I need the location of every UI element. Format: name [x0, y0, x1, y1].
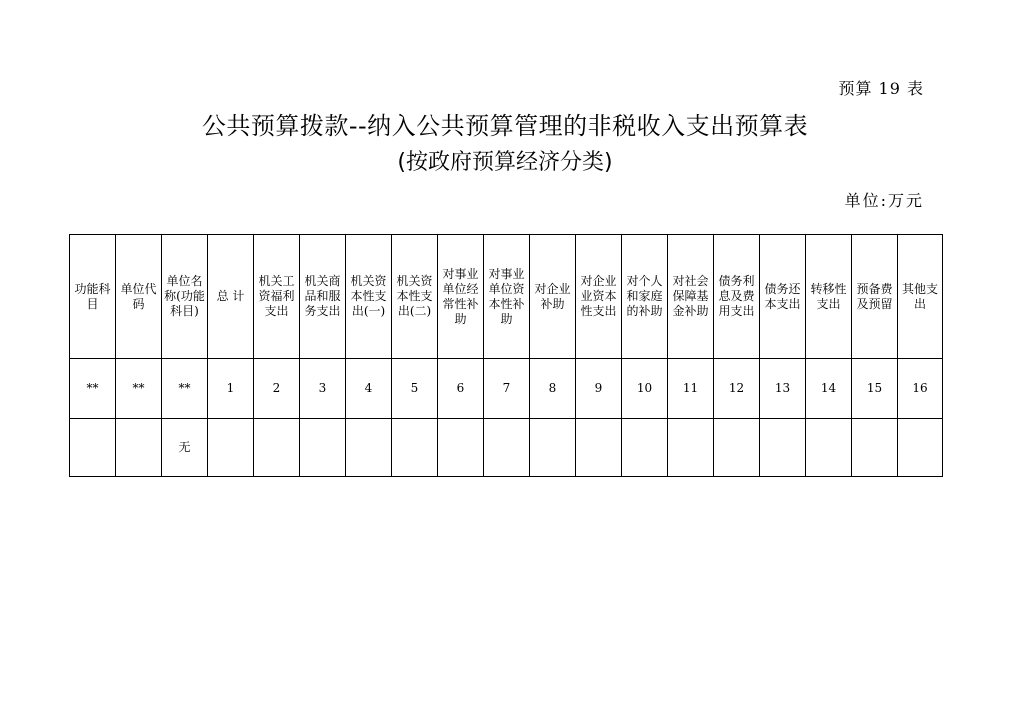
code-cell: 12: [714, 359, 760, 419]
table-row: [70, 419, 943, 477]
data-cell: [622, 419, 668, 477]
column-code-row: [70, 359, 943, 419]
header-cell: 机关资本性支出(一): [346, 235, 392, 359]
header-cell: 对个人和家庭的补助: [622, 235, 668, 359]
data-cell: [806, 419, 852, 477]
header-cell: 总 计: [208, 235, 254, 359]
code-cell: 13: [760, 359, 806, 419]
data-cell: [300, 419, 346, 477]
header-cell: 功能科目: [70, 235, 116, 359]
data-cell: [576, 419, 622, 477]
code-cell: 16: [898, 359, 943, 419]
data-cell: [438, 419, 484, 477]
code-cell: 4: [346, 359, 392, 419]
code-cell: 7: [484, 359, 530, 419]
data-cell: [392, 419, 438, 477]
code-cell: **: [162, 359, 208, 419]
header-cell: 单位代码: [116, 235, 162, 359]
code-cell: 6: [438, 359, 484, 419]
code-cell: 2: [254, 359, 300, 419]
table-number: 预算 19 表: [838, 79, 924, 98]
code-cell: 15: [852, 359, 898, 419]
data-cell: [254, 419, 300, 477]
code-cell: **: [70, 359, 116, 419]
code-cell: 8: [530, 359, 576, 419]
code-cell: 1: [208, 359, 254, 419]
header-cell: 机关工资福利支出: [254, 235, 300, 359]
header-cell: 对社会保障基金补助: [668, 235, 714, 359]
code-cell: 9: [576, 359, 622, 419]
header-row: [70, 235, 943, 359]
header-cell: 对事业单位资本性补助: [484, 235, 530, 359]
header-cell: 其他支出: [898, 235, 943, 359]
code-cell: 5: [392, 359, 438, 419]
data-cell: 无: [162, 419, 208, 477]
header-cell: 对企业业资本性支出: [576, 235, 622, 359]
data-cell: [760, 419, 806, 477]
data-cell: [346, 419, 392, 477]
header-cell: 机关资本性支出(二): [392, 235, 438, 359]
code-cell: 3: [300, 359, 346, 419]
data-cell: [70, 419, 116, 477]
code-cell: **: [116, 359, 162, 419]
data-cell: [484, 419, 530, 477]
header-cell: 债务还本支出: [760, 235, 806, 359]
budget-table: [69, 234, 943, 477]
header-cell: 转移性支出: [806, 235, 852, 359]
header-cell: 对企业补助: [530, 235, 576, 359]
unit-label: 单位:万元: [844, 191, 924, 210]
page-subtitle: (按政府预算经济分类): [397, 150, 613, 175]
header-cell: 对事业单位经常性补助: [438, 235, 484, 359]
data-cell: [714, 419, 760, 477]
data-cell: [668, 419, 714, 477]
data-cell: [852, 419, 898, 477]
code-cell: 11: [668, 359, 714, 419]
data-cell: [530, 419, 576, 477]
data-cell: [898, 419, 943, 477]
data-cell: [116, 419, 162, 477]
header-cell: 单位名称(功能科目): [162, 235, 208, 359]
data-cell: [208, 419, 254, 477]
header-cell: 债务利息及费用支出: [714, 235, 760, 359]
code-cell: 10: [622, 359, 668, 419]
header-cell: 机关商品和服务支出: [300, 235, 346, 359]
header-cell: 预备费及预留: [852, 235, 898, 359]
page-title: 公共预算拨款--纳入公共预算管理的非税收入支出预算表: [201, 112, 809, 140]
code-cell: 14: [806, 359, 852, 419]
